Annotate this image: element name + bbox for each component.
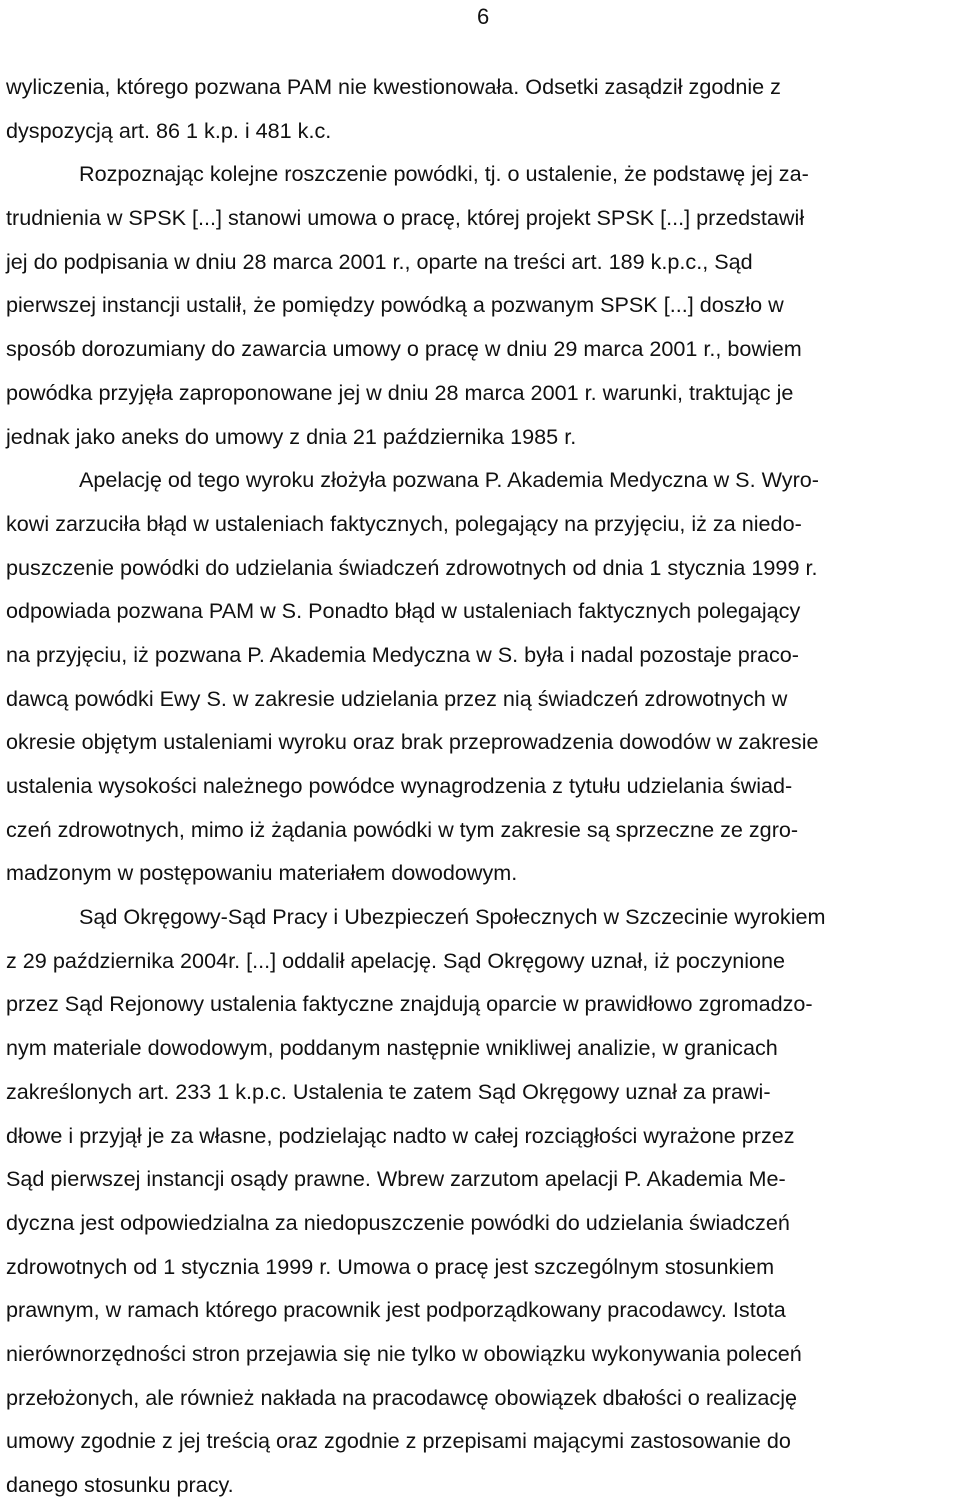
text-line: Rozpoznając kolejne roszczenie powódki, tj. o ustalenie, że podstawę jej za- [79, 161, 809, 187]
text-line: jednak jako aneks do umowy z dnia 21 października 1985 r. [6, 423, 577, 449]
text-line: czeń zdrowotnych, mimo iż żądania powódki w tym zakresie są sprzeczne ze zgro- [6, 816, 799, 842]
text-line: dyczna jest odpowiedzialna za niedopuszczenie powódki do udzielania świadczeń [6, 1209, 790, 1235]
text-line: wyliczenia, którego pozwana PAM nie kwestionowała. Odsetki zasądził zgodnie z [6, 74, 781, 99]
text-line: danego stosunku pracy. [6, 1472, 234, 1497]
text-line: Sąd Okręgowy-Sąd Pracy i Ubezpieczeń Społecznych w Szczecinie wyrokiem [79, 904, 826, 930]
page-number: 6 [477, 4, 490, 29]
text-line: powódka przyjęła zaproponowane jej w dniu 28 marca 2001 r. warunki, traktując je [6, 379, 794, 405]
text-line: odpowiada pozwana PAM w S. Ponadto błąd w ustaleniach faktycznych polegający [6, 598, 801, 624]
text-line: pierwszej instancji ustalił, że pomiędzy powódką a pozwanym SPSK [...] doszło w [6, 292, 784, 318]
text-line: prawnym, w ramach którego pracownik jest podporządkowany pracodawcy. Istota [6, 1297, 786, 1323]
text-line: sposób dorozumiany do zawarcia umowy o pracę w dniu 29 marca 2001 r., bowiem [6, 336, 802, 362]
text-line: puszczenie powódki do udzielania świadczeń zdrowotnych od dnia 1 stycznia 1999 r. [6, 554, 818, 580]
text-line: nym materiale dowodowym, poddanym następnie wnikliwej analizie, w granicach [6, 1035, 778, 1061]
document-body [6, 65, 958, 1507]
text-line: zdrowotnych od 1 stycznia 1999 r. Umowa o pracę jest szczególnym stosunkiem [6, 1253, 775, 1279]
text-line: jej do podpisania w dniu 28 marca 2001 r., oparte na treści art. 189 k.p.c., Sąd [6, 248, 753, 274]
text-line: z 29 października 2004r. [...] oddalił apelację. Sąd Okręgowy uznał, iż poczynione [6, 947, 786, 973]
text-line: przez Sąd Rejonowy ustalenia faktyczne znajdują oparcie w prawidłowo zgromadzo- [6, 991, 813, 1017]
text-line: dłowe i przyjął je za własne, podzielając nadto w całej rozciągłości wyrażone przez [6, 1122, 795, 1148]
text-line: ustalenia wysokości należnego powódce wynagrodzenia z tytułu udzielania świad- [6, 773, 793, 798]
text-line: na przyjęciu, iż pozwana P. Akademia Medyczna w S. była i nadal pozostaje praco- [6, 641, 799, 667]
text-line: Sąd pierwszej instancji osądy prawne. Wbrew zarzutom apelacji P. Akademia Me- [6, 1166, 786, 1192]
text-line: kowi zarzuciła błąd w ustaleniach faktycznych, polegający na przyjęciu, iż za niedo- [6, 510, 802, 536]
text-line: nierównorzędności stron przejawia się nie tylko w obowiązku wykonywania poleceń [6, 1340, 802, 1366]
text-line: Apelację od tego wyroku złożyła pozwana P. Akademia Medyczna w S. Wyro- [79, 467, 819, 493]
text-line: okresie objętym ustaleniami wyroku oraz brak przeprowadzenia dowodów w zakresie [6, 729, 819, 755]
text-line: zakreślonych art. 233 1 k.p.c. Ustalenia te zatem Sąd Okręgowy uznał za prawi- [6, 1078, 771, 1104]
text-line: umowy zgodnie z jej treścią oraz zgodnie z przepisami mającymi zastosowanie do [6, 1428, 791, 1454]
text-line: dawcą powódki Ewy S. w zakresie udzielania przez nią świadczeń zdrowotnych w [6, 685, 788, 711]
text-line: trudnienia w SPSK [...] stanowi umowa o pracę, której projekt SPSK [...] przedstawił [6, 205, 805, 231]
text-line: dyspozycją art. 86 1 k.p. i 481 k.c. [6, 117, 332, 143]
text-line: przełożonych, ale również nakłada na pracodawcę obowiązek dbałości o realizację [6, 1384, 798, 1410]
text-line: madzonym w postępowaniu materiałem dowodowym. [6, 860, 518, 886]
